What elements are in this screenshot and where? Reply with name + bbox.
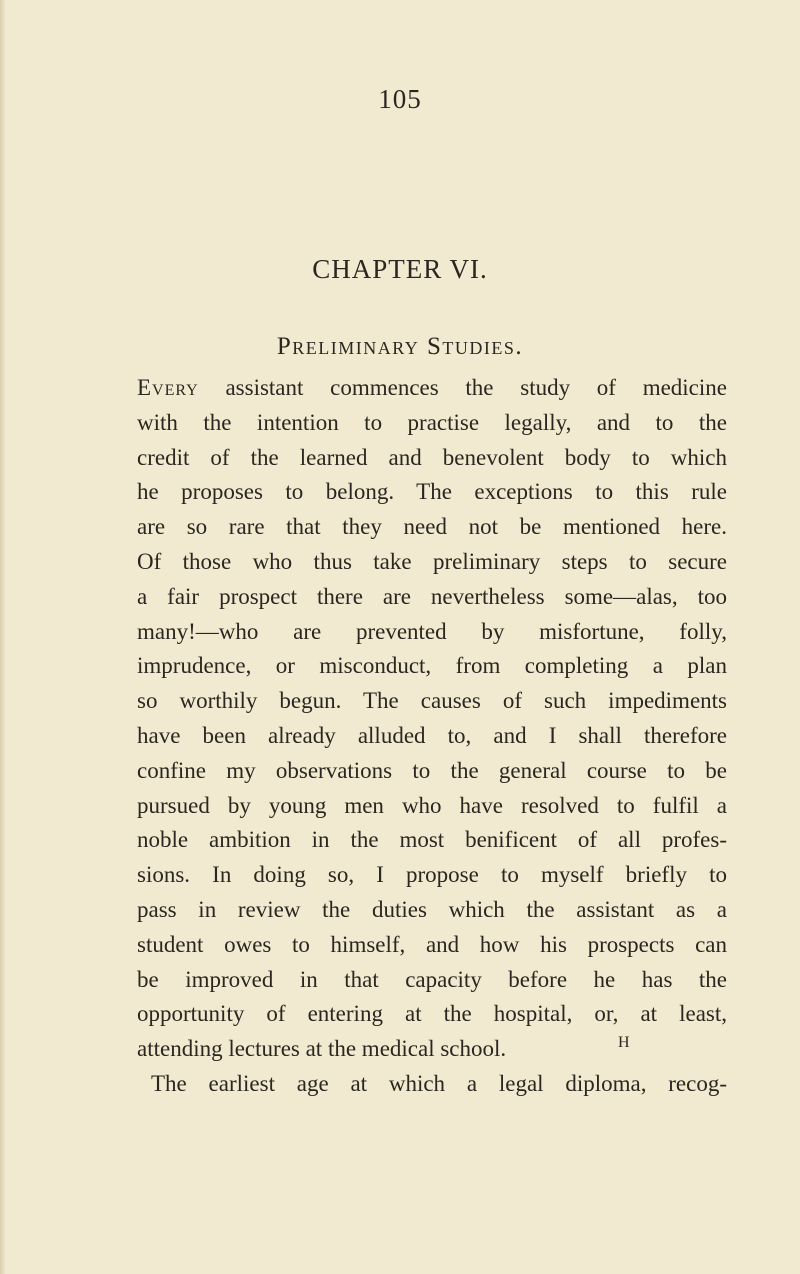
text-line-19: opportunity of entering at the hospital, or, at least, [137,1001,727,1027]
text-line-10: so worthily begun. The causes of such impediments [137,688,727,714]
text-line-15: sions. In doing so, I propose to myself briefly to [137,862,727,888]
text-line-13: pursued by young men who have resolved to fulfil a [137,792,727,818]
text-line-6: Of those who thus take preliminary steps to secure [137,548,727,574]
text-line-9: imprudence, or misconduct, from completing a plan [137,653,727,679]
text-line-20: attending lectures at the medical school. [137,1036,507,1062]
text-line-17: student owes to himself, and how his prospects can [137,931,727,957]
text-line-5: are so rare that they need not be mentioned here. [137,514,727,540]
text-line-16: pass in review the duties which the assistant as a [137,896,727,922]
text-line-8: many!—who are prevented by misfortune, folly, [137,618,727,644]
page-number: 105 [378,84,422,114]
text-line-14: noble ambition in the most benificent of all profes- [137,827,727,853]
text-line-3: credit of the learned and benevolent body to which [137,444,727,470]
body-text [137,371,727,1102]
text-line-11: have been already alluded to, and I shall therefore [137,722,727,748]
signature-mark: H [618,1034,631,1051]
text-line-4: he proposes to belong. The exceptions to this rule [137,479,727,505]
text-line-12: confine my observations to the general course to be [137,757,727,783]
text-line-7: a fair prospect there are nevertheless some—alas, too [137,583,727,609]
page-edge [0,0,6,1274]
chapter-title: CHAPTER VI. [312,254,488,284]
text-line-2: with the intention to practise legally, and to the [137,409,727,435]
text-line-18: be improved in that capacity before he has the [137,966,727,992]
first-word: Every [137,375,199,400]
text-line-21: The earliest age at which a legal diploma, recog- [151,1070,727,1096]
text-line-1 [137,371,727,406]
line-1-rest: assistant commences the study of medicine [198,375,727,400]
section-title: Preliminary Studies. [276,333,524,360]
